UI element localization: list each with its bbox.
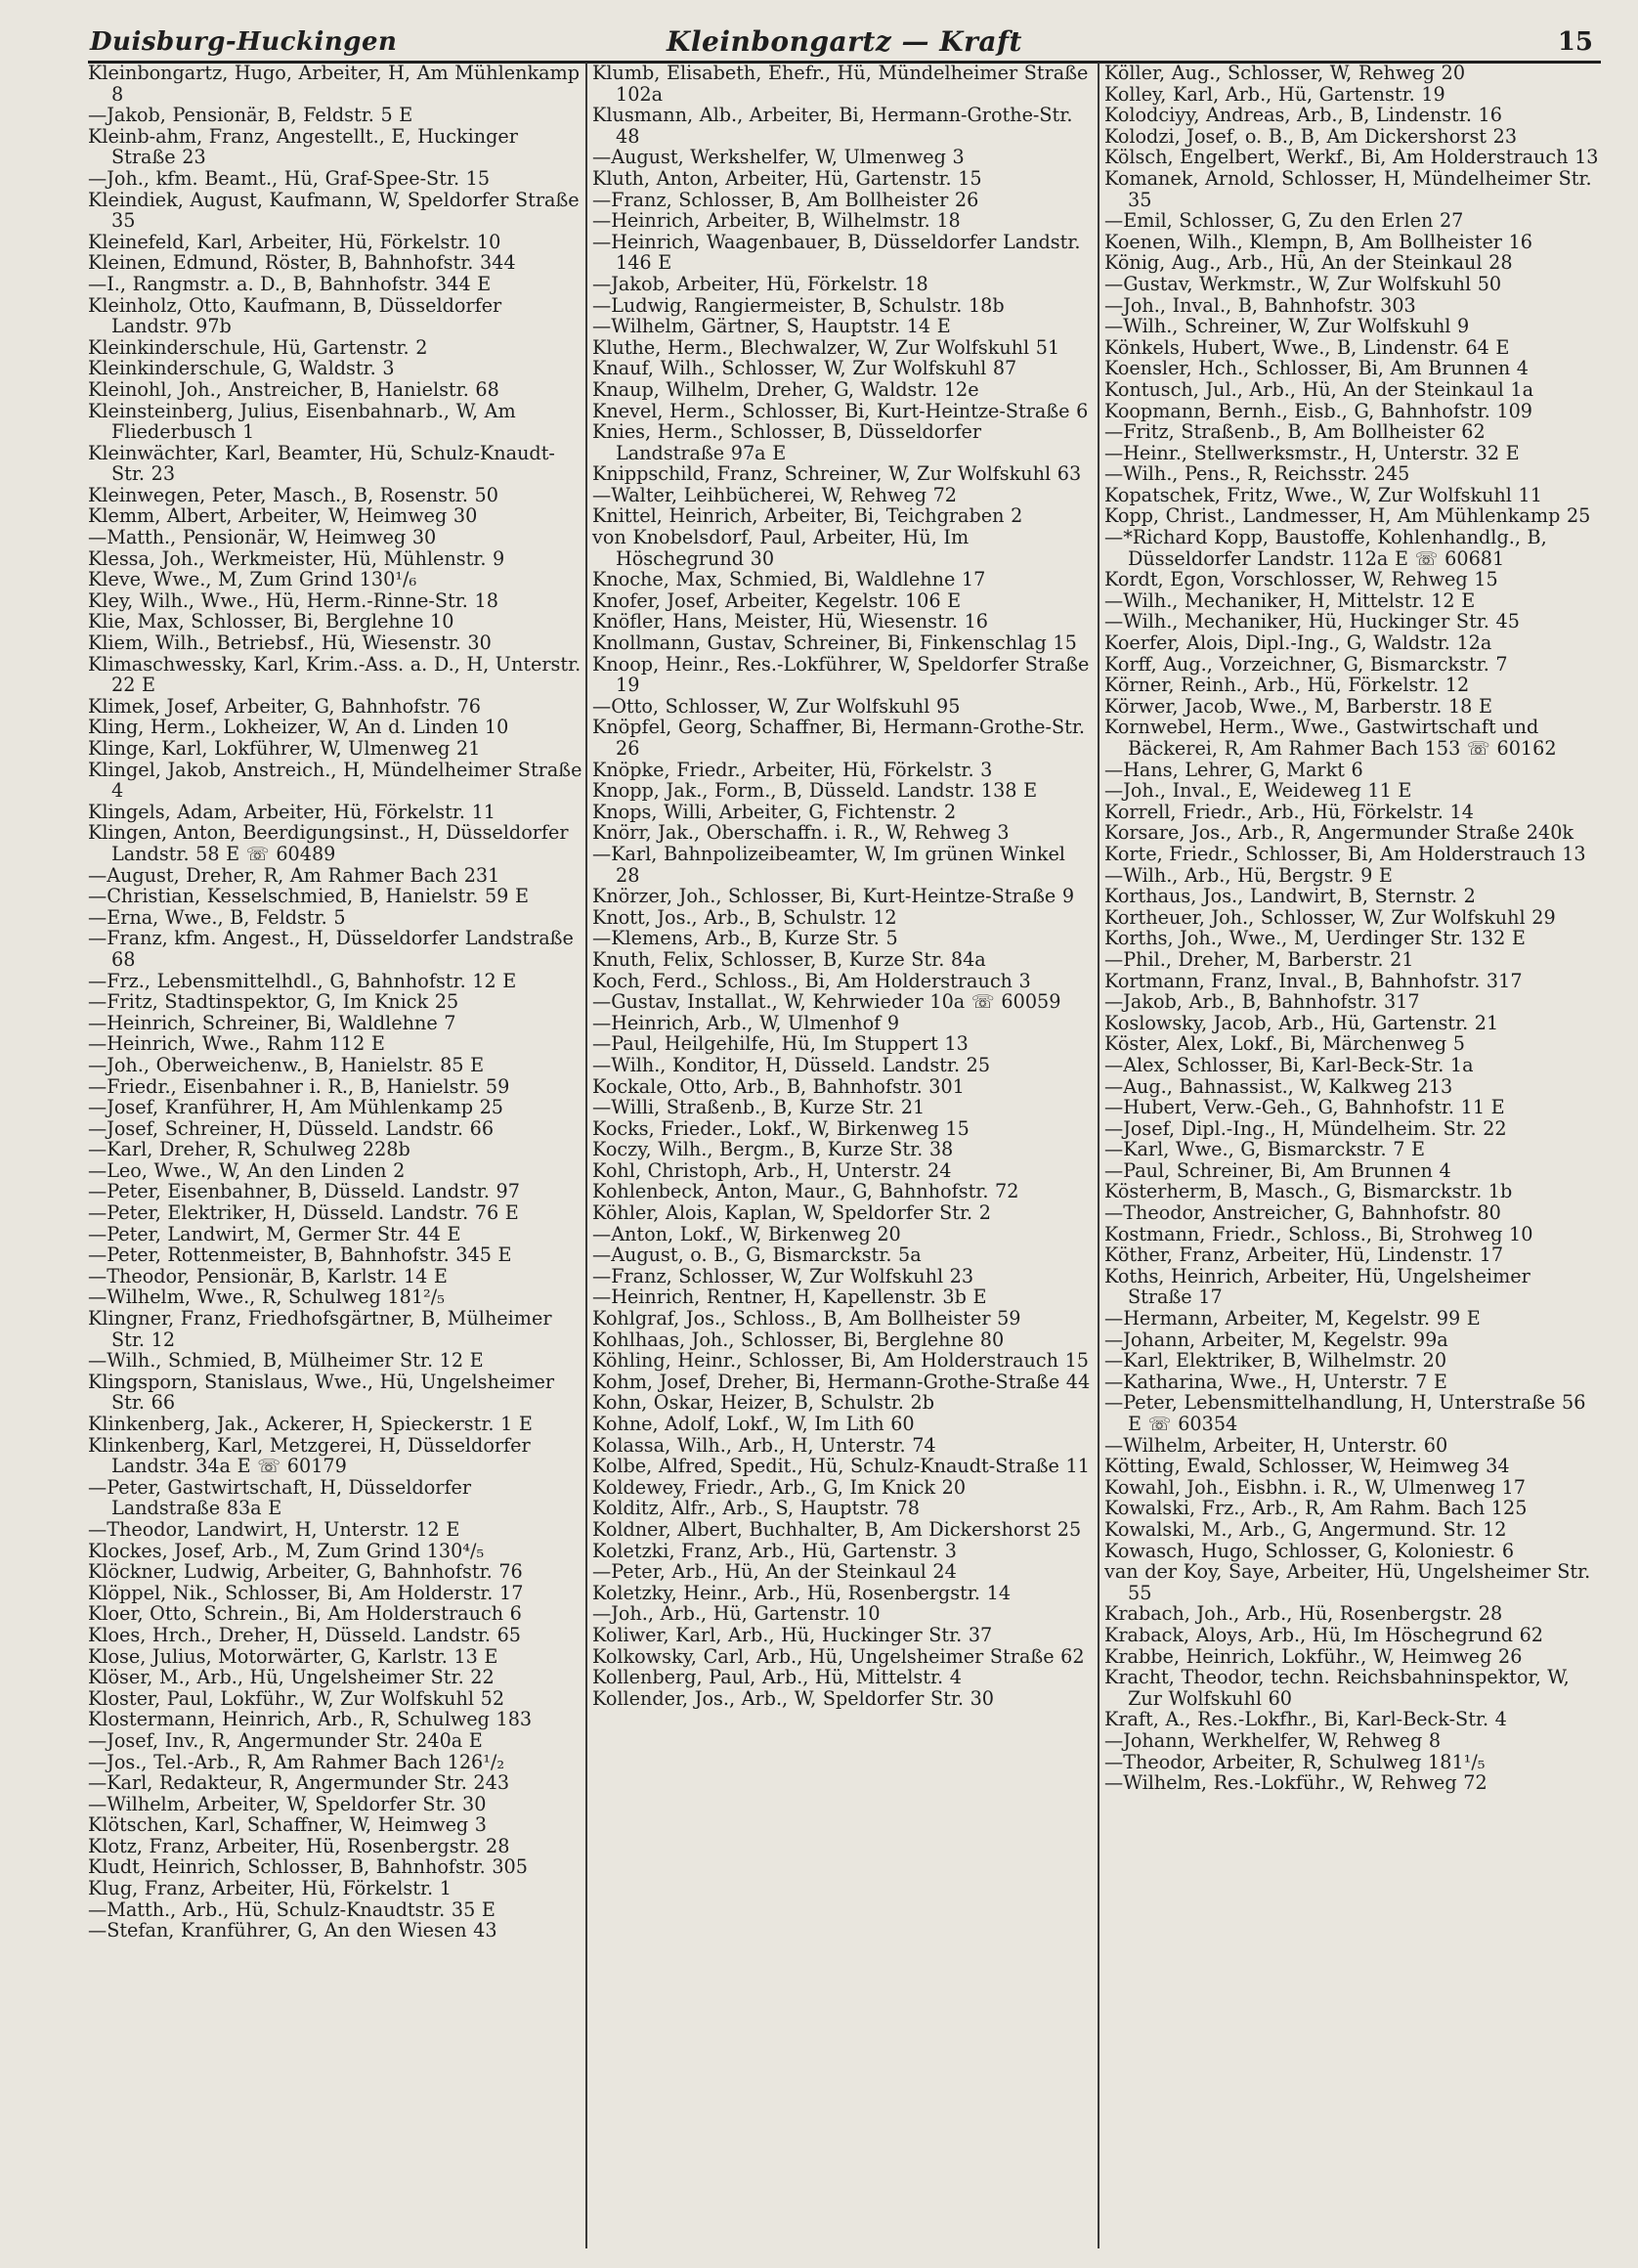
directory-entry: —Jakob, Arbeiter, Hü, Förkelstr. 18 bbox=[592, 272, 928, 295]
directory-entry: —Ludwig, Rangiermeister, B, Schulstr. 18b bbox=[592, 293, 1005, 317]
directory-entry: —Wilhelm, Arbeiter, W, Speldorfer Str. 30 bbox=[88, 1792, 487, 1815]
directory-entry: Kleinkinderschule, G, Waldstr. 3 bbox=[88, 357, 395, 380]
column-divider bbox=[1098, 63, 1099, 2248]
directory-entry: Kluthe, Herm., Blechwalzer, W, Zur Wolfskuhl 51 bbox=[592, 335, 1060, 359]
directory-entry: —August, o. B., G, Bismarckstr. 5a bbox=[592, 1243, 922, 1267]
directory-entry: Kohlgraf, Jos., Schloss., B, Am Bollheister 59 bbox=[592, 1307, 1021, 1330]
directory-entry: Krabbe, Heinrich, Lokführ., W, Heimweg 26 bbox=[1104, 1644, 1523, 1668]
directory-entry: —Emil, Schlosser, G, Zu den Erlen 27 bbox=[1104, 209, 1464, 233]
directory-entry: —Hubert, Verw.-Geh., G, Bahnhofstr. 11 E bbox=[1104, 1096, 1505, 1119]
directory-entry: —Karl, Bahnpolizeibeamter, W, Im grünen Winkel 28 bbox=[592, 842, 1065, 887]
directory-entry: Knoop, Heinr., Res.-Lokführer, W, Speldorfer Straße 19 bbox=[592, 652, 1090, 697]
directory-entry: Kohlhaas, Joh., Schlosser, Bi, Berglehne 80 bbox=[592, 1328, 1005, 1351]
directory-entry: —Otto, Schlosser, W, Zur Wolfskuhl 95 bbox=[592, 694, 961, 718]
directory-entry: Klingner, Franz, Friedhofsgärtner, B, Mülheimer Str. 12 bbox=[88, 1307, 552, 1351]
directory-entry: Knöfler, Hans, Meister, Hü, Wiesenstr. 16 bbox=[592, 610, 989, 633]
directory-entry: Kolkowsky, Carl, Arb., Hü, Ungelsheimer Straße 62 bbox=[592, 1644, 1085, 1668]
page-header bbox=[88, 27, 1601, 64]
directory-entry: Koletzki, Franz, Arb., Hü, Gartenstr. 3 bbox=[592, 1539, 958, 1562]
directory-entry: Klotz, Franz, Arbeiter, Hü, Rosenbergstr. 28 bbox=[88, 1834, 510, 1857]
directory-entry: —Heinrich, Arb., W, Ulmenhof 9 bbox=[592, 1011, 900, 1034]
directory-entry: —Walter, Leihbücherei, W, Rehweg 72 bbox=[592, 483, 957, 506]
directory-entry: Koliwer, Karl, Arb., Hü, Huckinger Str. 37 bbox=[592, 1623, 993, 1646]
directory-entry: Kliem, Wilh., Betriebsf., Hü, Wiesenstr. 30 bbox=[88, 632, 492, 655]
directory-entry: Klumb, Elisabeth, Ehefr., Hü, Mündelheimer Straße 102a bbox=[592, 63, 1089, 106]
directory-entry: —Theodor, Arbeiter, R, Schulweg 181¹/₅ bbox=[1104, 1750, 1486, 1773]
directory-entry: Knörr, Jak., Oberschaffn. i. R., W, Rehweg 3 bbox=[592, 821, 1010, 845]
directory-entry: Koldner, Albert, Buchhalter, B, Am Dickershorst 25 bbox=[592, 1517, 1082, 1541]
directory-entry: —Joh., Inval., E, Weideweg 11 E bbox=[1104, 779, 1412, 803]
directory-entry: —Jakob, Arb., B, Bahnhofstr. 317 bbox=[1104, 990, 1420, 1014]
directory-entry: Klinge, Karl, Lokführer, W, Ulmenweg 21 bbox=[88, 737, 481, 760]
directory-entry: Kocks, Frieder., Lokf., W, Birkenweg 15 bbox=[592, 1116, 970, 1140]
directory-entry: —Wilhelm, Gärtner, S, Hauptstr. 14 E bbox=[592, 315, 951, 338]
directory-entry: Kortheuer, Joh., Schlosser, W, Zur Wolfskuhl 29 bbox=[1104, 905, 1556, 929]
directory-entry: —Stefan, Kranführer, G, An den Wiesen 43 bbox=[88, 1919, 497, 1942]
header-name-range: Kleinbongartz — Kraft bbox=[667, 25, 1022, 58]
directory-entry: Kraft, A., Res.-Lokfhr., Bi, Karl-Beck-Str. 4 bbox=[1104, 1708, 1507, 1731]
directory-entry: Köhling, Heinr., Schlosser, Bi, Am Holderstrauch 15 bbox=[592, 1349, 1089, 1373]
directory-entry: Kleinbongartz, Hugo, Arbeiter, H, Am Mühlenkamp 8 bbox=[88, 63, 581, 106]
directory-entry: Koenen, Wilh., Klempn, B, Am Bollheister 16 bbox=[1104, 230, 1532, 253]
directory-entry: Köller, Aug., Schlosser, W, Rehweg 20 bbox=[1104, 63, 1466, 84]
directory-entry: Korrell, Friedr., Arb., Hü, Förkelstr. 14 bbox=[1104, 800, 1474, 823]
directory-entry: Klinkenberg, Jak., Ackerer, H, Spieckerstr. 1 E bbox=[88, 1413, 533, 1435]
directory-entry: Kolodciyy, Andreas, Arb., B, Lindenstr. 16 bbox=[1104, 104, 1502, 127]
directory-entry: Kleinwegen, Peter, Masch., B, Rosenstr. 50 bbox=[88, 483, 498, 506]
directory-entry: —Heinrich, Wwe., Rahm 112 E bbox=[88, 1032, 385, 1056]
directory-entry: Kleinohl, Joh., Anstreicher, B, Hanielstr. 68 bbox=[88, 377, 499, 401]
directory-entry: Knörzer, Joh., Schlosser, Bi, Kurt-Heintze-Straße 9 bbox=[592, 885, 1075, 908]
directory-entry: —Christian, Kesselschmied, B, Hanielstr. 59 E bbox=[88, 885, 529, 908]
directory-entry: —Heinrich, Schreiner, Bi, Waldlehne 7 bbox=[88, 1011, 456, 1034]
directory-entry: Kloster, Paul, Lokführ., W, Zur Wolfskuhl 52 bbox=[88, 1686, 505, 1710]
directory-entry: Kolassa, Wilh., Arb., H, Unterstr. 74 bbox=[592, 1433, 936, 1457]
directory-entry: —Jos., Tel.-Arb., R, Am Rahmer Bach 126¹/₂ bbox=[88, 1750, 505, 1773]
directory-entry: Kontusch, Jul., Arb., Hü, An der Steinkaul 1a bbox=[1104, 377, 1534, 401]
directory-entry: Kohl, Christoph, Arb., H, Unterstr. 24 bbox=[592, 1158, 952, 1182]
directory-entry: Kolodzi, Josef, o. B., B, Am Dickershorst 23 bbox=[1104, 124, 1518, 148]
directory-entry: Klostermann, Heinrich, Arb., R, Schulweg 183 bbox=[88, 1708, 533, 1731]
directory-entry: —Wilh., Mechaniker, H, Mittelstr. 12 E bbox=[1104, 589, 1476, 612]
directory-entry: —Friedr., Eisenbahner i. R., B, Hanielstr. 59 bbox=[88, 1074, 510, 1098]
directory-entry: —Peter, Lebensmittelhandlung, H, Unterstraße 56 E ☏ 60354 bbox=[1104, 1391, 1586, 1435]
directory-entry: —Matth., Arb., Hü, Schulz-Knaudtstr. 35 E bbox=[88, 1897, 496, 1921]
directory-entry: Klessa, Joh., Werkmeister, Hü, Mühlenstr. 9 bbox=[88, 546, 505, 570]
directory-entry: —August, Werkshelfer, W, Ulmenweg 3 bbox=[592, 146, 965, 169]
directory-entry: Kohne, Adolf, Lokf., W, Im Lith 60 bbox=[592, 1413, 915, 1435]
directory-entry: —Gustav, Werkmstr., W, Zur Wolfskuhl 50 bbox=[1104, 272, 1502, 295]
column-2 bbox=[592, 63, 1095, 2252]
directory-entry: —Heinrich, Waagenbauer, B, Düsseldorfer Landstr. 146 E bbox=[592, 230, 1081, 275]
directory-entry: Koldewey, Friedr., Arb., G, Im Knick 20 bbox=[592, 1475, 967, 1499]
directory-entry: —August, Dreher, R, Am Rahmer Bach 231 bbox=[88, 863, 500, 887]
directory-entry: —Hans, Lehrer, G, Markt 6 bbox=[1104, 758, 1363, 781]
directory-entry: Köster, Alex, Lokf., Bi, Märchenweg 5 bbox=[1104, 1032, 1465, 1056]
directory-entry: Kortmann, Franz, Inval., B, Bahnhofstr. 317 bbox=[1104, 969, 1523, 992]
directory-entry: Korthaus, Jos., Landwirt, B, Sternstr. 2 bbox=[1104, 885, 1476, 908]
directory-entry: Knevel, Herm., Schlosser, Bi, Kurt-Heintze-Straße 6 bbox=[592, 399, 1089, 422]
directory-entry: —Erna, Wwe., B, Feldstr. 5 bbox=[88, 905, 346, 929]
directory-entry: —Karl, Elektriker, B, Wilhelmstr. 20 bbox=[1104, 1349, 1447, 1373]
directory-entry: Klie, Max, Schlosser, Bi, Berglehne 10 bbox=[88, 610, 454, 633]
directory-entry: Korff, Aug., Vorzeichner, G, Bismarckstr. 7 bbox=[1104, 652, 1508, 676]
directory-entry: —Karl, Redakteur, R, Angermunder Str. 243 bbox=[88, 1771, 510, 1795]
directory-entry: —Leo, Wwe., W, An den Linden 2 bbox=[88, 1158, 406, 1182]
directory-entry: Kleindiek, August, Kaufmann, W, Speldorfer Straße 35 bbox=[88, 188, 580, 233]
directory-entry: —Heinr., Stellwerksmstr., H, Unterstr. 32 E bbox=[1104, 441, 1520, 464]
directory-entry: Kowalski, Frz., Arb., R, Am Rahm. Bach 125 bbox=[1104, 1497, 1528, 1520]
directory-entry: Kölsch, Engelbert, Werkf., Bi, Am Holderstrauch 13 bbox=[1104, 146, 1599, 169]
directory-entry: Kolditz, Alfr., Arb., S, Hauptstr. 78 bbox=[592, 1497, 920, 1520]
directory-entry: Kohn, Oskar, Heizer, B, Schulstr. 2b bbox=[592, 1391, 934, 1415]
directory-entry: Koths, Heinrich, Arbeiter, Hü, Ungelsheimer Straße 17 bbox=[1104, 1264, 1530, 1309]
directory-entry: Knippschild, Franz, Schreiner, W, Zur Wolfskuhl 63 bbox=[592, 462, 1082, 486]
column-3 bbox=[1104, 63, 1599, 2252]
directory-entry: Knöpke, Friedr., Arbeiter, Hü, Förkelstr. 3 bbox=[592, 758, 993, 781]
directory-entry: Kling, Herm., Lokheizer, W, An d. Linden 10 bbox=[88, 716, 509, 739]
directory-entry: —Wilh., Schreiner, W, Zur Wolfskuhl 9 bbox=[1104, 315, 1470, 338]
directory-entry: —Wilhelm, Arbeiter, H, Unterstr. 60 bbox=[1104, 1433, 1448, 1457]
directory-entry: Komanek, Arnold, Schlosser, H, Mündelheimer Str. 35 bbox=[1104, 166, 1592, 211]
directory-entry: —Wilh., Mechaniker, Hü, Huckinger Str. 45 bbox=[1104, 610, 1520, 633]
directory-entry: —Franz, Schlosser, W, Zur Wolfskuhl 23 bbox=[592, 1264, 974, 1287]
directory-entry: Klingels, Adam, Arbeiter, Hü, Förkelstr. 11 bbox=[88, 800, 496, 823]
directory-entry: Klockes, Josef, Arb., M, Zum Grind 130⁴/₅ bbox=[88, 1539, 485, 1562]
directory-entry: Korsare, Jos., Arb., R, Angermunder Straße 240k bbox=[1104, 821, 1574, 845]
directory-entry: König, Aug., Arb., Hü, An der Steinkaul 28 bbox=[1104, 251, 1513, 275]
directory-entry: Klingen, Anton, Beerdigungsinst., H, Düsseldorfer Landstr. 58 E ☏ 60489 bbox=[88, 821, 569, 865]
directory-entry: Kostmann, Friedr., Schloss., Bi, Strohweg 10 bbox=[1104, 1222, 1533, 1245]
directory-entry: Klötschen, Karl, Schaffner, W, Heimweg 3 bbox=[88, 1813, 488, 1837]
directory-entry: Kopp, Christ., Landmesser, H, Am Mühlenkamp 25 bbox=[1104, 504, 1591, 528]
directory-entry: Kludt, Heinrich, Schlosser, B, Bahnhofstr. 305 bbox=[88, 1855, 528, 1879]
directory-entry: Korte, Friedr., Schlosser, Bi, Am Holderstrauch 13 bbox=[1104, 842, 1586, 865]
directory-entry: —Theodor, Anstreicher, G, Bahnhofstr. 80 bbox=[1104, 1201, 1501, 1225]
directory-entry: —Josef, Schreiner, H, Düsseld. Landstr. 66 bbox=[88, 1116, 495, 1140]
directory-entry: Korths, Joh., Wwe., M, Uerdinger Str. 132 E bbox=[1104, 927, 1526, 950]
directory-entry: —Fritz, Straßenb., B, Am Bollheister 62 bbox=[1104, 420, 1486, 444]
directory-entry: —I., Rangmstr. a. D., B, Bahnhofstr. 344 E bbox=[88, 272, 492, 295]
directory-entry: Knöpfel, Georg, Schaffner, Bi, Hermann-Grothe-Str. 26 bbox=[592, 716, 1086, 760]
directory-entry: —Gustav, Installat., W, Kehrwieder 10a ☏ 60059 bbox=[592, 990, 1061, 1014]
directory-entry: Kopatschek, Fritz, Wwe., W, Zur Wolfskuhl 11 bbox=[1104, 483, 1542, 506]
directory-entry: Knoche, Max, Schmied, Bi, Waldlehne 17 bbox=[592, 568, 986, 591]
directory-entry: —Johann, Werkhelfer, W, Rehweg 8 bbox=[1104, 1728, 1442, 1752]
directory-entry: —Peter, Rottenmeister, B, Bahnhofstr. 345 E bbox=[88, 1243, 512, 1267]
directory-entry: Kowalski, M., Arb., G, Angermund. Str. 12 bbox=[1104, 1517, 1507, 1541]
directory-entry: Kley, Wilh., Wwe., Hü, Herm.-Rinne-Str. 18 bbox=[88, 589, 498, 612]
directory-entry: —Peter, Gastwirtschaft, H, Düsseldorfer Landstraße 83a E bbox=[88, 1475, 472, 1520]
directory-entry: —Phil., Dreher, M, Barberstr. 21 bbox=[1104, 947, 1414, 971]
directory-entry: Klemm, Albert, Arbeiter, W, Heimweg 30 bbox=[88, 504, 478, 528]
directory-entry: —Paul, Schreiner, Bi, Am Brunnen 4 bbox=[1104, 1158, 1451, 1182]
directory-entry: —Franz, kfm. Angest., H, Düsseldorfer Landstraße 68 bbox=[88, 927, 574, 971]
directory-entry: Kohlenbeck, Anton, Maur., G, Bahnhofstr. 72 bbox=[592, 1180, 1019, 1203]
directory-entry: —Paul, Heilgehilfe, Hü, Im Stuppert 13 bbox=[592, 1032, 969, 1056]
directory-entry: Körner, Reinh., Arb., Hü, Förkelstr. 12 bbox=[1104, 674, 1470, 697]
directory-entry: Kloes, Hrch., Dreher, H, Düsseld. Landstr. 65 bbox=[88, 1623, 522, 1646]
directory-entry: —Peter, Eisenbahner, B, Düsseld. Landstr. 97 bbox=[88, 1180, 520, 1203]
directory-entry: —Hermann, Arbeiter, M, Kegelstr. 99 E bbox=[1104, 1307, 1481, 1330]
directory-entry: Kösterherm, B, Masch., G, Bismarckstr. 1b bbox=[1104, 1180, 1513, 1203]
directory-entry: Kollenberg, Paul, Arb., Hü, Mittelstr. 4 bbox=[592, 1666, 962, 1689]
directory-entry: Kolbe, Alfred, Spedit., Hü, Schulz-Knaudt-Straße 11 bbox=[592, 1455, 1090, 1478]
directory-entry: —Theodor, Pensionär, B, Karlstr. 14 E bbox=[88, 1264, 448, 1287]
directory-entry: —Fritz, Stadtinspektor, G, Im Knick 25 bbox=[88, 990, 459, 1014]
directory-entry: —Joh., Oberweichenw., B, Hanielstr. 85 E bbox=[88, 1053, 485, 1076]
directory-entry: Kleinefeld, Karl, Arbeiter, Hü, Förkelstr. 10 bbox=[88, 230, 501, 253]
directory-entry: Kleve, Wwe., M, Zum Grind 130¹/₆ bbox=[88, 568, 417, 591]
directory-entry: Knauf, Wilh., Schlosser, W, Zur Wolfskuhl 87 bbox=[592, 357, 1017, 380]
directory-entry: Knies, Herm., Schlosser, B, Düsseldorfer Landstraße 97a E bbox=[592, 420, 982, 464]
directory-entry: Kleinholz, Otto, Kaufmann, B, Düsseldorfer Landstr. 97b bbox=[88, 293, 502, 338]
directory-entry: Klingel, Jakob, Anstreich., H, Mündelheimer Straße 4 bbox=[88, 758, 582, 803]
directory-entry: —Wilhelm, Res.-Lokführ., W, Rehweg 72 bbox=[1104, 1771, 1487, 1795]
directory-entry: —Joh., Inval., B, Bahnhofstr. 303 bbox=[1104, 293, 1416, 317]
directory-entry: —Peter, Elektriker, H, Düsseld. Landstr. 76 E bbox=[88, 1201, 519, 1225]
directory-entry: Knopp, Jak., Form., B, Düsseld. Landstr. 138 E bbox=[592, 779, 1038, 803]
directory-entry: —Heinrich, Rentner, H, Kapellenstr. 3b E bbox=[592, 1286, 987, 1309]
directory-entry: Kleinkinderschule, Hü, Gartenstr. 2 bbox=[88, 335, 428, 359]
directory-entry: —Peter, Arb., Hü, An der Steinkaul 24 bbox=[592, 1560, 957, 1584]
directory-entry: Klimek, Josef, Arbeiter, G, Bahnhofstr. 76 bbox=[88, 694, 482, 718]
directory-entry: Kleinen, Edmund, Röster, B, Bahnhofstr. 344 bbox=[88, 251, 516, 275]
directory-entry: Klöser, M., Arb., Hü, Ungelsheimer Str. 22 bbox=[88, 1666, 495, 1689]
directory-entry: von Knobelsdorf, Paul, Arbeiter, Hü, Im Höschegrund 30 bbox=[592, 526, 970, 570]
directory-entry: —Franz, Schlosser, B, Am Bollheister 26 bbox=[592, 188, 979, 211]
directory-entry: Krabach, Joh., Arb., Hü, Rosenbergstr. 28 bbox=[1104, 1602, 1503, 1626]
directory-entry: Koslowsky, Jacob, Arb., Hü, Gartenstr. 21 bbox=[1104, 1011, 1499, 1034]
directory-entry: —Willi, Straßenb., B, Kurze Str. 21 bbox=[592, 1096, 926, 1119]
directory-entry: Körwer, Jacob, Wwe., M, Barberstr. 18 E bbox=[1104, 694, 1492, 718]
directory-entry: Kleinb-ahm, Franz, Angestellt., E, Huckinger Straße 23 bbox=[88, 124, 518, 169]
directory-entry: Klug, Franz, Arbeiter, Hü, Förkelstr. 1 bbox=[88, 1877, 452, 1900]
directory-entry: Kracht, Theodor, techn. Reichsbahninspektor, W, Zur Wolfskuhl 60 bbox=[1104, 1666, 1570, 1710]
directory-entry: —Katharina, Wwe., H, Unterstr. 7 E bbox=[1104, 1370, 1447, 1393]
directory-entry: Kornwebel, Herm., Wwe., Gastwirtschaft und Bäckerei, R, Am Rahmer Bach 153 ☏ 60162 bbox=[1104, 716, 1557, 760]
directory-entry: Knofer, Josef, Arbeiter, Kegelstr. 106 E bbox=[592, 589, 962, 612]
directory-entry: Koczy, Wilh., Bergm., B, Kurze Str. 38 bbox=[592, 1138, 954, 1161]
directory-entry: —*Richard Kopp, Baustoffe, Kohlenhandlg., B, Düsseldorfer Landstr. 112a E ☏ 60681 bbox=[1104, 526, 1547, 570]
directory-entry: —Klemens, Arb., B, Kurze Str. 5 bbox=[592, 927, 898, 950]
column-1 bbox=[88, 63, 582, 2252]
directory-entry: Klöckner, Ludwig, Arbeiter, G, Bahnhofstr. 76 bbox=[88, 1560, 523, 1584]
directory-entry: Knollmann, Gustav, Schreiner, Bi, Finkenschlag 15 bbox=[592, 632, 1077, 655]
directory-entry: Knops, Willi, Arbeiter, G, Fichtenstr. 2 bbox=[592, 800, 957, 823]
directory-entry: Kraback, Aloys, Arb., Hü, Im Höschegrund 62 bbox=[1104, 1623, 1543, 1646]
directory-entry: Kowasch, Hugo, Schlosser, G, Koloniestr. 6 bbox=[1104, 1539, 1515, 1562]
directory-entry: Koch, Ferd., Schloss., Bi, Am Holderstrauch 3 bbox=[592, 969, 1031, 992]
column-divider bbox=[585, 63, 587, 2248]
directory-entry: Kötting, Ewald, Schlosser, W, Heimweg 34 bbox=[1104, 1455, 1510, 1478]
directory-entry: —Johann, Arbeiter, M, Kegelstr. 99a bbox=[1104, 1328, 1448, 1351]
directory-entry: —Anton, Lokf., W, Birkenweg 20 bbox=[592, 1222, 901, 1245]
directory-entry: Kordt, Egon, Vorschlosser, W, Rehweg 15 bbox=[1104, 568, 1498, 591]
directory-entry: Koerfer, Alois, Dipl.-Ing., G, Waldstr. 12a bbox=[1104, 632, 1492, 655]
directory-entry: —Josef, Inv., R, Angermunder Str. 240a E bbox=[88, 1728, 483, 1752]
directory-entry: Kohm, Josef, Dreher, Bi, Hermann-Grothe-Straße 44 bbox=[592, 1370, 1091, 1393]
directory-entry: Kollender, Jos., Arb., W, Speldorfer Str. 30 bbox=[592, 1686, 995, 1710]
directory-entry: —Peter, Landwirt, M, Germer Str. 44 E bbox=[88, 1222, 461, 1245]
directory-entry: —Frz., Lebensmittelhdl., G, Bahnhofstr. 12 E bbox=[88, 969, 517, 992]
directory-entry: Knuth, Felix, Schlosser, B, Kurze Str. 84a bbox=[592, 947, 986, 971]
directory-entry: Klinkenberg, Karl, Metzgerei, H, Düsseldorfer Landstr. 34a E ☏ 60179 bbox=[88, 1433, 531, 1478]
page-number: 15 bbox=[1557, 27, 1593, 57]
header-district: Duisburg-Huckingen bbox=[90, 27, 398, 57]
directory-entry: —Joh., Arb., Hü, Gartenstr. 10 bbox=[592, 1602, 881, 1626]
directory-entry: Knittel, Heinrich, Arbeiter, Bi, Teichgraben 2 bbox=[592, 504, 1023, 528]
directory-entry: —Karl, Dreher, R, Schulweg 228b bbox=[88, 1138, 410, 1161]
directory-entry: Kleinwächter, Karl, Beamter, Hü, Schulz-Knaudt-Str. 23 bbox=[88, 441, 555, 486]
directory-entry: Könkels, Hubert, Wwe., B, Lindenstr. 64 E bbox=[1104, 335, 1510, 359]
directory-entry: Koopmann, Bernh., Eisb., G, Bahnhofstr. 109 bbox=[1104, 399, 1533, 422]
directory-entry: —Wilhelm, Wwe., R, Schulweg 181²/₅ bbox=[88, 1286, 445, 1309]
directory-entry: Kluth, Anton, Arbeiter, Hü, Gartenstr. 15 bbox=[592, 166, 982, 190]
directory-entry: Koletzky, Heinr., Arb., Hü, Rosenbergstr. 14 bbox=[592, 1581, 1012, 1604]
directory-entry: —Alex, Schlosser, Bi, Karl-Beck-Str. 1a bbox=[1104, 1053, 1474, 1076]
directory-entry: Klingsporn, Stanislaus, Wwe., Hü, Ungelsheimer Str. 66 bbox=[88, 1370, 555, 1415]
directory-entry: —Theodor, Landwirt, H, Unterstr. 12 E bbox=[88, 1517, 460, 1541]
directory-entry: Knott, Jos., Arb., B, Schulstr. 12 bbox=[592, 905, 897, 929]
directory-entry: —Wilh., Arb., Hü, Bergstr. 9 E bbox=[1104, 863, 1393, 887]
directory-entry: Knaup, Wilhelm, Dreher, G, Waldstr. 12e bbox=[592, 377, 979, 401]
directory-entry: —Jakob, Pensionär, B, Feldstr. 5 E bbox=[88, 104, 413, 127]
directory-entry: —Josef, Dipl.-Ing., H, Mündelheim. Str. 22 bbox=[1104, 1116, 1507, 1140]
directory-entry: —Aug., Bahnassist., W, Kalkweg 213 bbox=[1104, 1074, 1453, 1098]
directory-entry: —Wilh., Konditor, H, Düsseld. Landstr. 25 bbox=[592, 1053, 991, 1076]
directory-entry: —Josef, Kranführer, H, Am Mühlenkamp 25 bbox=[88, 1096, 504, 1119]
directory-entry: Klusmann, Alb., Arbeiter, Bi, Hermann-Grothe-Str. 48 bbox=[592, 104, 1073, 148]
directory-entry: —Karl, Wwe., G, Bismarckstr. 7 E bbox=[1104, 1138, 1426, 1161]
directory-entry: van der Koy, Saye, Arbeiter, Hü, Ungelsheimer Str. 55 bbox=[1104, 1560, 1591, 1604]
directory-entry: Kockale, Otto, Arb., B, Bahnhofstr. 301 bbox=[592, 1074, 965, 1098]
directory-entry: —Wilh., Pens., R, Reichsstr. 245 bbox=[1104, 462, 1410, 486]
directory-entry: Klimaschwessky, Karl, Krim.-Ass. a. D., H, Unterstr. 22 E bbox=[88, 652, 582, 697]
directory-entry: Köther, Franz, Arbeiter, Hü, Lindenstr. 17 bbox=[1104, 1243, 1504, 1267]
directory-entry: Klose, Julius, Motorwärter, G, Karlstr. 13 E bbox=[88, 1644, 498, 1668]
directory-entry: —Wilh., Schmied, B, Mülheimer Str. 12 E bbox=[88, 1349, 484, 1373]
directory-entry: Kleinsteinberg, Julius, Eisenbahnarb., W, Am Fliederbusch 1 bbox=[88, 399, 516, 444]
directory-entry: —Matth., Pensionär, W, Heimweg 30 bbox=[88, 526, 437, 549]
directory-entry: —Heinrich, Arbeiter, B, Wilhelmstr. 18 bbox=[592, 209, 961, 233]
directory-entry: Kowahl, Joh., Eisbhn. i. R., W, Ulmenweg 17 bbox=[1104, 1475, 1526, 1499]
directory-entry: Kolley, Karl, Arb., Hü, Gartenstr. 19 bbox=[1104, 82, 1445, 106]
directory-entry: —Joh., kfm. Beamt., Hü, Graf-Spee-Str. 15 bbox=[88, 166, 491, 190]
directory-entry: Koensler, Hch., Schlosser, Bi, Am Brunnen 4 bbox=[1104, 357, 1530, 380]
directory-entry: Klöppel, Nik., Schlosser, Bi, Am Holderstr. 17 bbox=[88, 1581, 524, 1604]
directory-entry: Köhler, Alois, Kaplan, W, Speldorfer Str. 2 bbox=[592, 1201, 991, 1225]
directory-entry: Kloer, Otto, Schrein., Bi, Am Holderstrauch 6 bbox=[88, 1602, 522, 1626]
